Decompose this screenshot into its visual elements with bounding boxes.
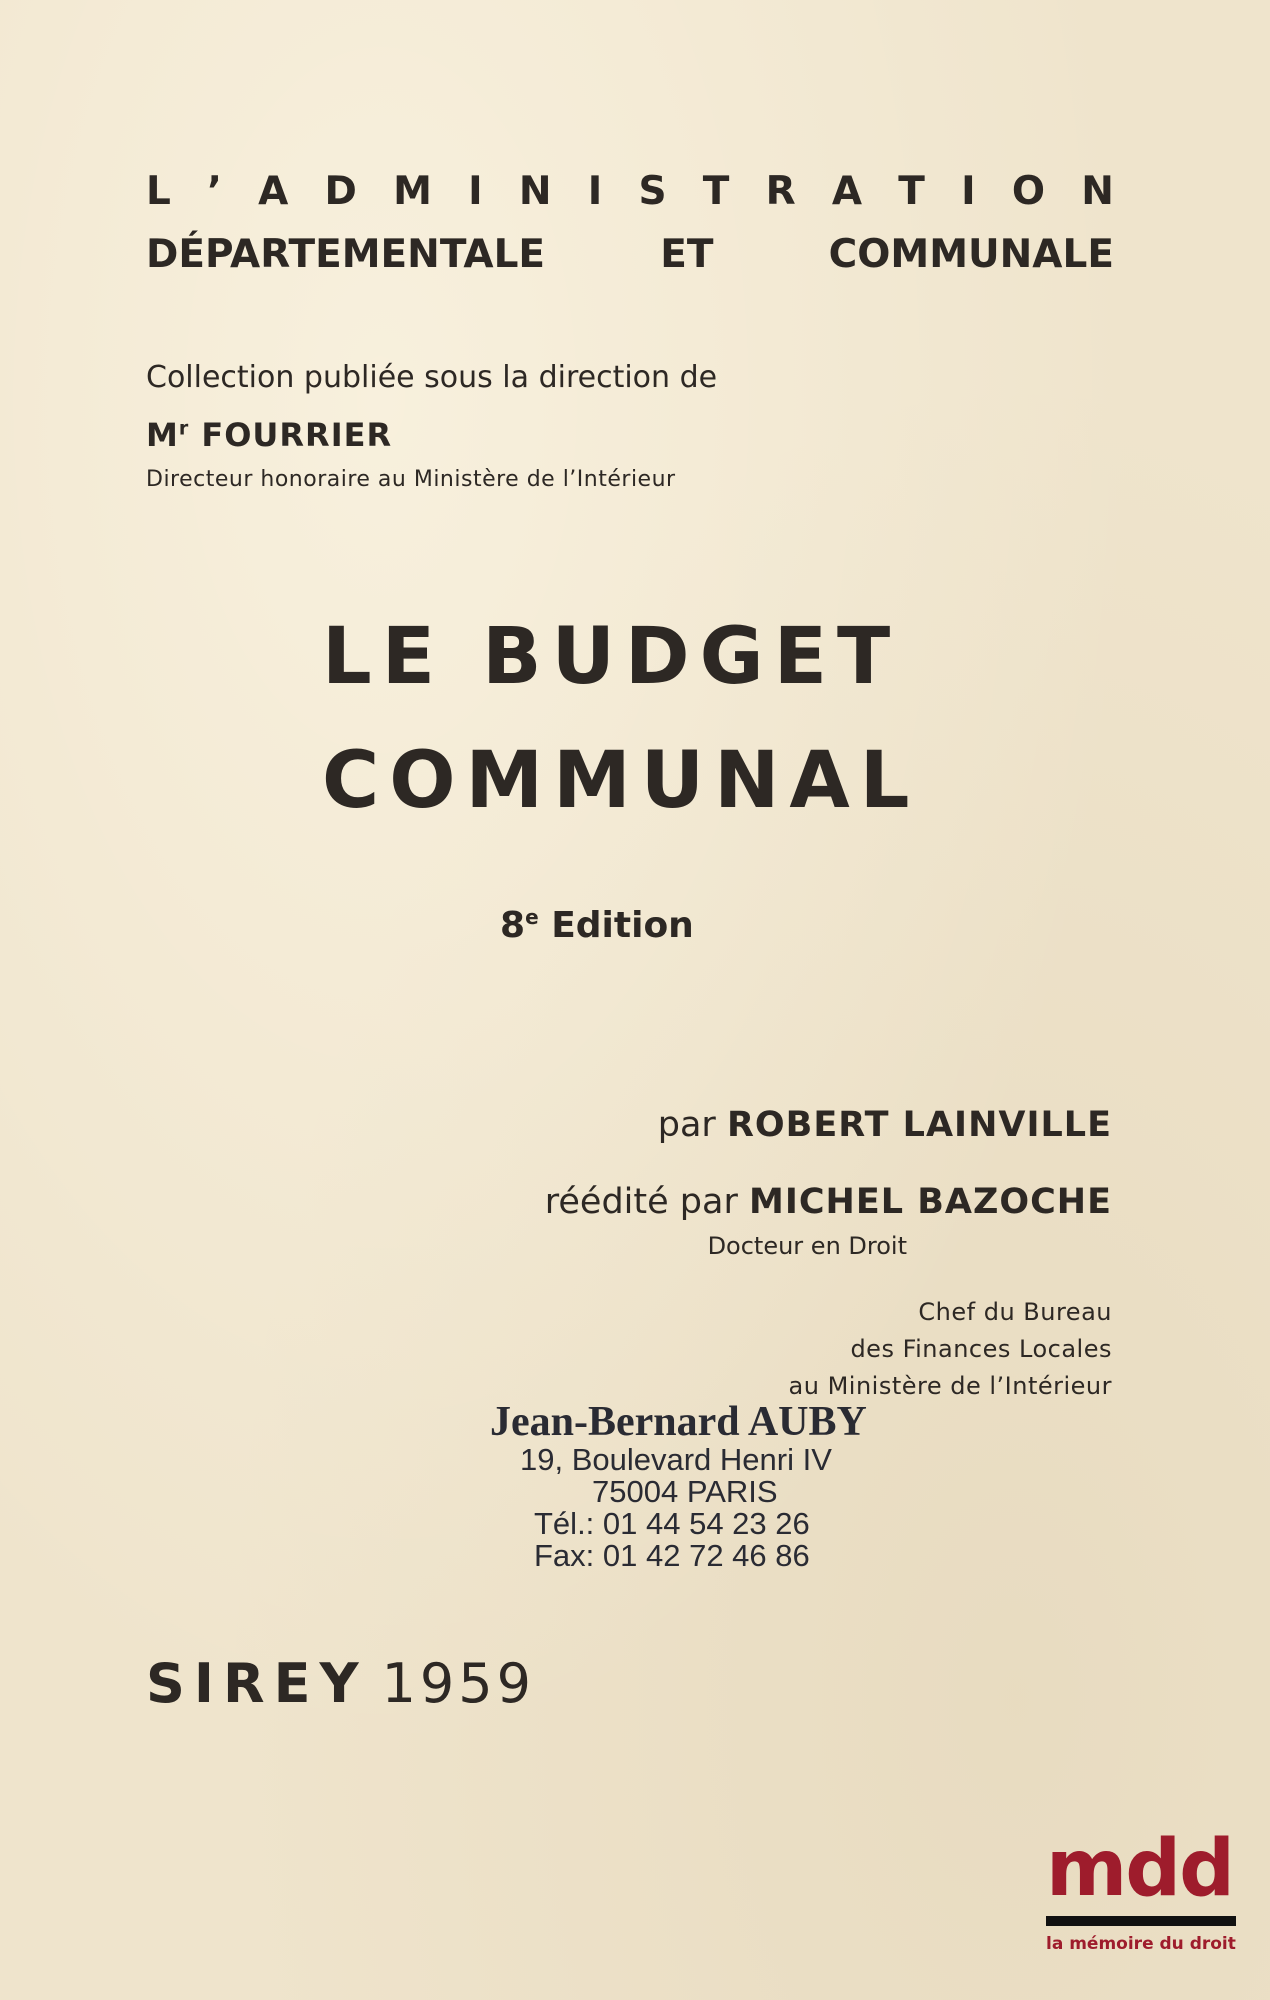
stamp-phone: Tél.: 01 44 54 23 26 [534, 1506, 810, 1541]
collection-note: Collection publiée sous la direction de [146, 360, 718, 395]
series-title-line1 [146, 169, 1114, 214]
series-letter-9: T [702, 169, 730, 214]
author-line-2 [545, 1182, 1112, 1222]
publication-year: 1959 [381, 1652, 535, 1715]
edition-word: Edition [551, 905, 694, 946]
series-letter-8: S [638, 169, 667, 214]
stamp-city: 75004 PARIS [592, 1474, 778, 1509]
author-2-name: MICHEL BAZOCHE [748, 1182, 1112, 1222]
director-role: Directeur honoraire au Ministère de l’Intérieur [146, 467, 676, 492]
author-line-1 [658, 1105, 1112, 1145]
book-title-line2: COMMUNAL [322, 736, 920, 826]
mdd-logo-letters: mdd [1046, 1824, 1233, 1914]
mdd-logo [1040, 1824, 1240, 1964]
mdd-logo-tagline: la mémoire du droit [1046, 1934, 1236, 1954]
publisher-name: SIREY [146, 1652, 368, 1715]
director-prefix: M [146, 416, 179, 454]
book-title-line1: LE BUDGET [322, 612, 901, 702]
stamp-name: Jean-Bernard AUBY [490, 1399, 867, 1445]
series-letter-3: D [324, 169, 357, 214]
series-letter-4: M [393, 169, 432, 214]
series-word-1: ET [660, 232, 714, 277]
series-word-2: COMMUNALE [828, 232, 1114, 277]
edition-label [500, 905, 694, 946]
edition-number: 8 [500, 905, 526, 946]
series-letter-12: T [898, 169, 925, 214]
author-2-role-line2: des Finances Locales [850, 1335, 1112, 1363]
series-letter-6: N [518, 169, 552, 214]
series-letter-0: L [146, 169, 171, 214]
series-letter-2: A [258, 169, 289, 214]
series-letter-1: ’ [207, 169, 222, 214]
author-1-name: ROBERT LAINVILLE [726, 1105, 1112, 1145]
director-surname: FOURRIER [201, 416, 393, 454]
series-word-0: DÉPARTEMENTALE [146, 232, 546, 277]
author-2-degree: Docteur en Droit [707, 1232, 907, 1260]
director-prefix-sup: r [178, 417, 190, 440]
edition-suffix: e [525, 905, 539, 929]
series-letter-13: I [961, 169, 976, 214]
stamp-street: 19, Boulevard Henri IV [520, 1442, 832, 1477]
author-2-role-line1: Chef du Bureau [918, 1298, 1112, 1326]
series-letter-10: R [765, 169, 796, 214]
series-letter-5: I [468, 169, 483, 214]
series-title-line2 [146, 232, 1114, 277]
stamp-fax: Fax: 01 42 72 46 86 [534, 1538, 810, 1573]
series-letter-11: A [831, 169, 863, 214]
series-letter-15: N [1081, 169, 1114, 214]
mdd-logo-rule [1046, 1916, 1236, 1926]
series-letter-7: I [587, 169, 603, 214]
series-letter-14: O [1011, 169, 1045, 214]
reedited-label: réédité par [544, 1182, 738, 1222]
author-2-role-line3: au Ministère de l’Intérieur [788, 1372, 1112, 1400]
by-label: par [657, 1105, 716, 1145]
publisher-line [146, 1652, 535, 1715]
director-name [146, 416, 392, 454]
